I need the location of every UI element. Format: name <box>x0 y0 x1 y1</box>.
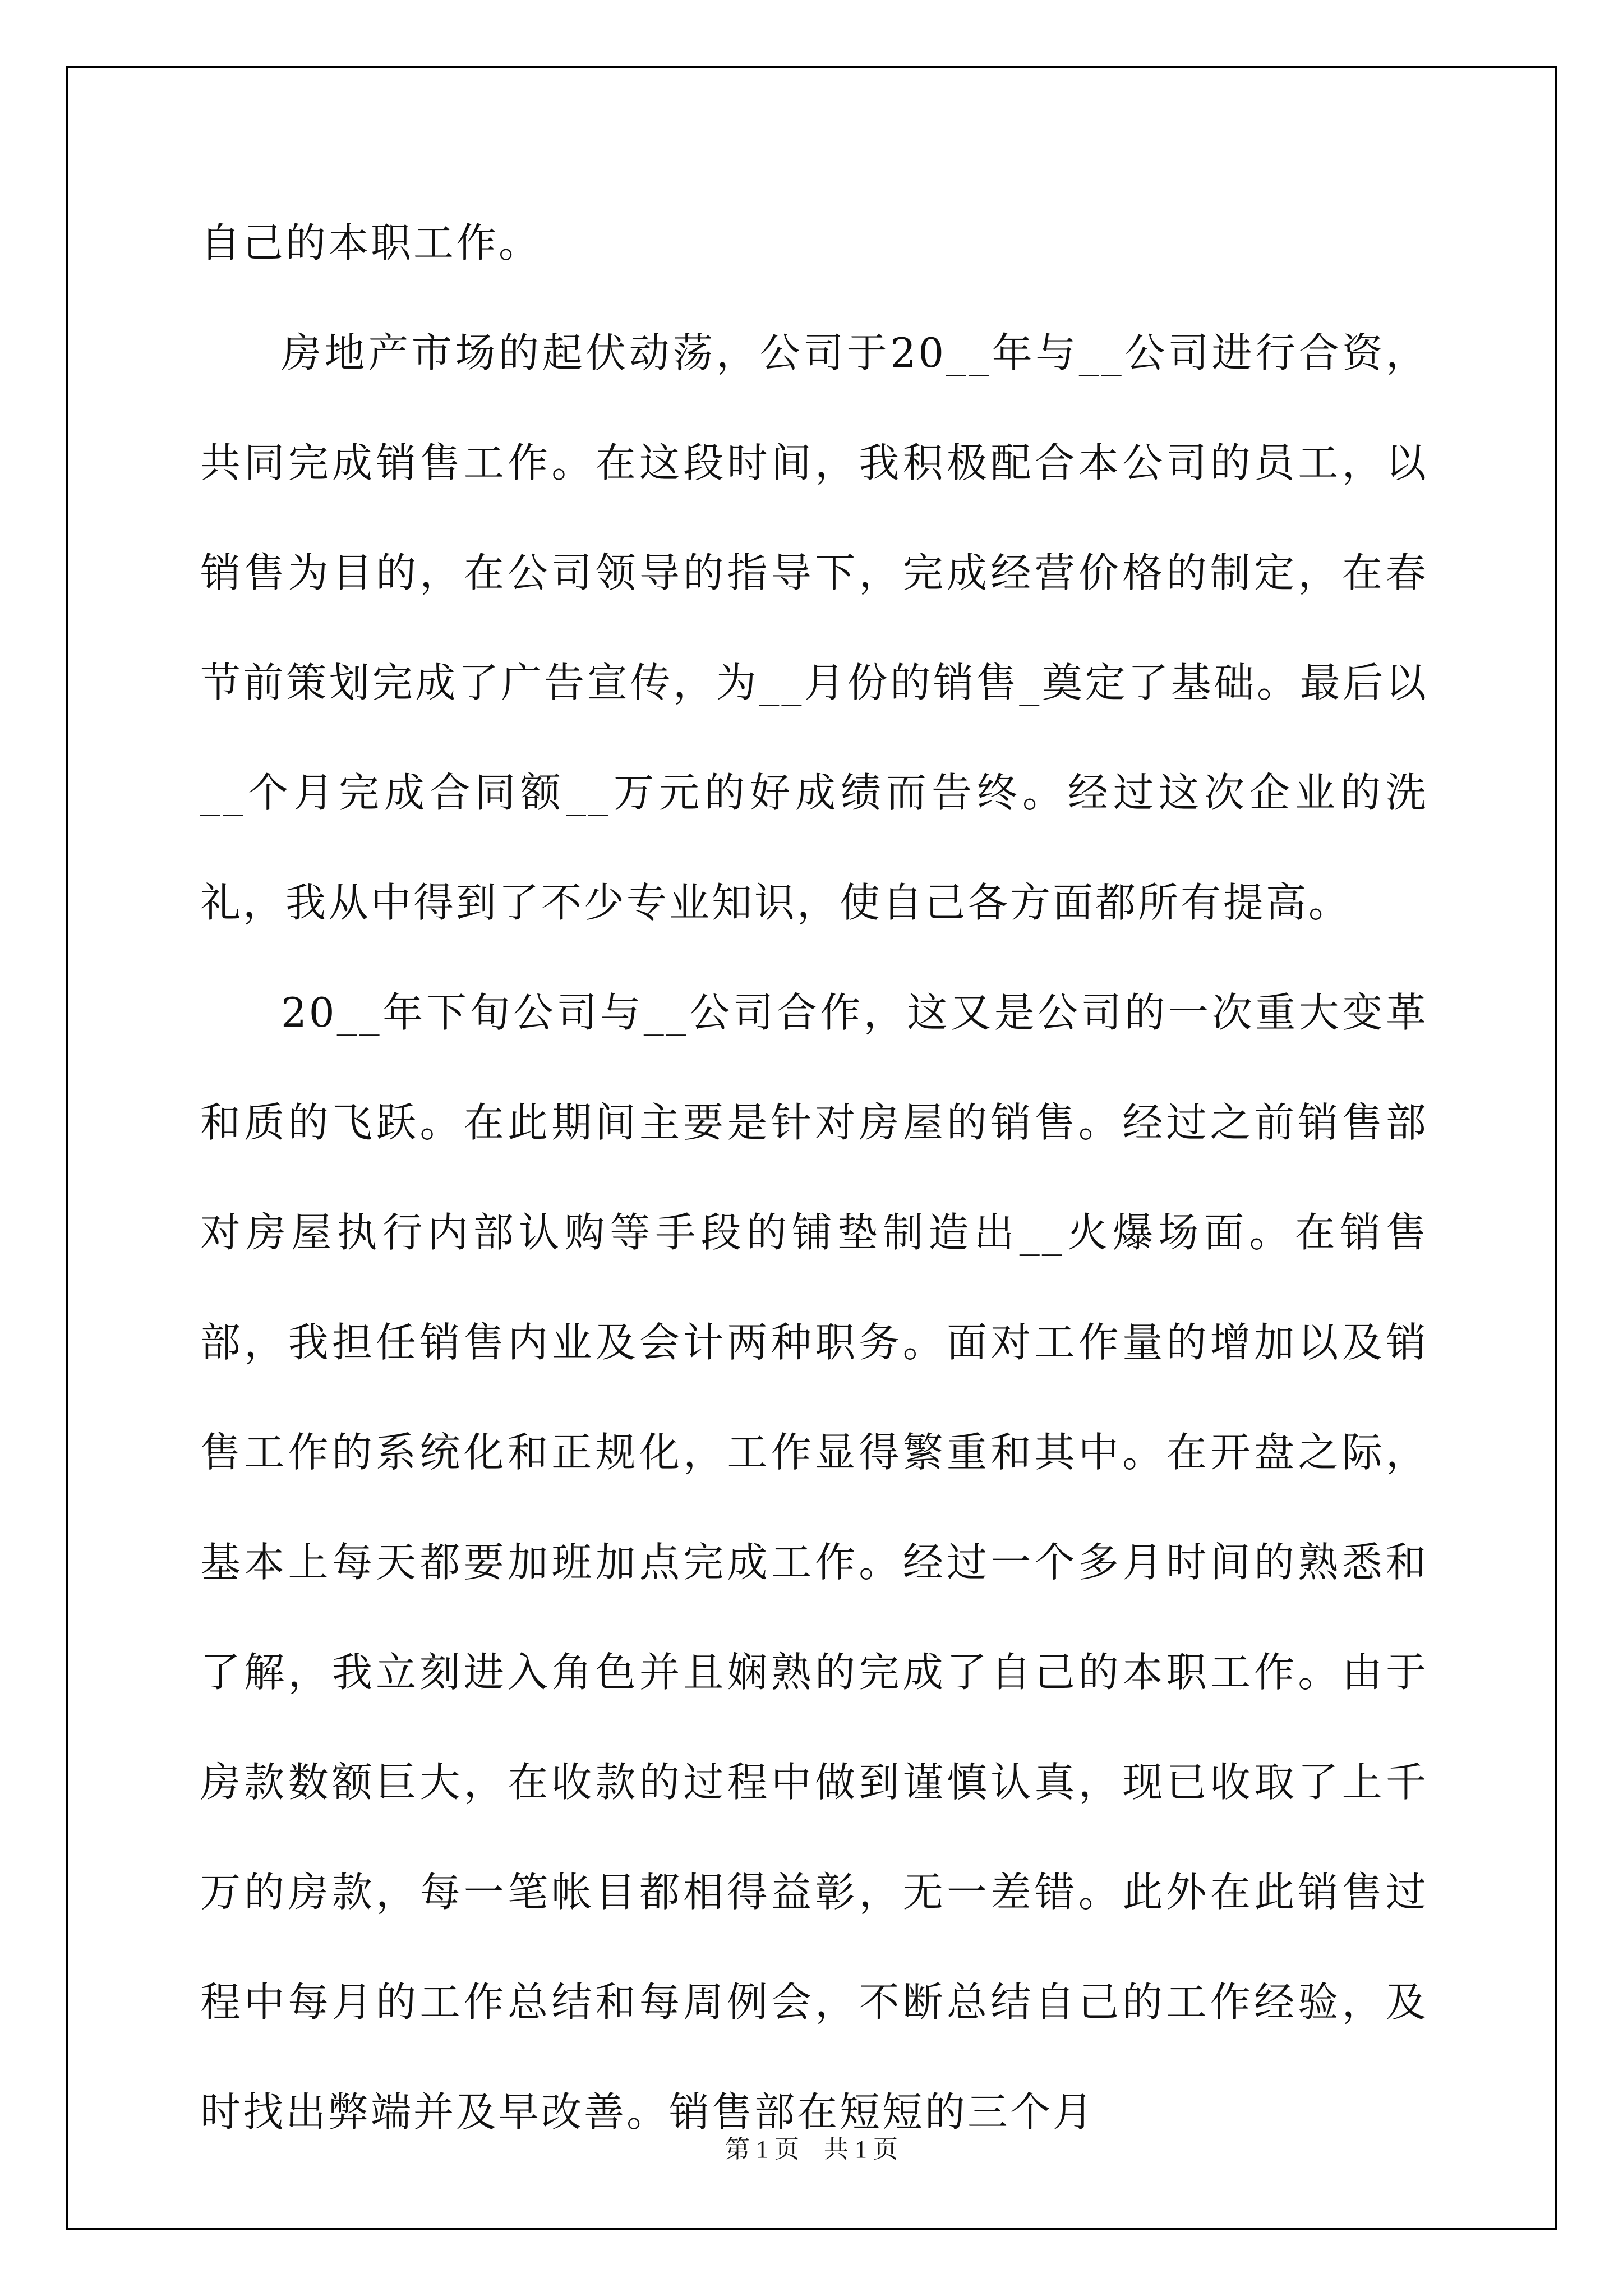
paragraph-2: 房地产市场的起伏动荡，公司于20__年与__公司进行合资，共同完成销售工作。在这段时间，我积极配合本公司的员工，以销售为目的，在公司领导的指导下，完成经营价格的制定，在春节前策划完成了广告宣传，为__月份的销售_奠定了基础。最后以__个月完成合同额__万元的好成绩而告终。经过这次企业的洗礼，我从中得到了不少专业知识，使自己各方面都所有提高。 <box>200 329 1428 926</box>
paragraph-1: 自己的本职工作。 <box>200 219 542 266</box>
document-body <box>200 188 1428 2167</box>
paragraph-3: 20__年下旬公司与__公司合作，这又是公司的一次重大变革和质的飞跃。在此期间主要是针对房屋的销售。经过之前销售部对房屋执行内部认购等手段的铺垫制造出__火爆场面。在销售部，我担任销售内业及会计两种职务。面对工作量的增加以及销售工作的系统化和正规化，工作显得繁重和其中。在开盘之际，基本上每天都要加班加点完成工作。经过一个多月时间的熟悉和了解，我立刻进入角色并且娴熟的完成了自己的本职工作。由于房款数额巨大，在收款的过程中做到谨慎认真，现已收取了上千万的房款，每一笔帐目都相得益彰，无一差错。此外在此销售过程中每月的工作总结和每周例会，不断总结自己的工作经验，及时找出弊端并及早改善。销售部在短短的三个月 <box>200 989 1428 2136</box>
page-footer: 第 1 页 共 1 页 <box>725 2136 898 2163</box>
